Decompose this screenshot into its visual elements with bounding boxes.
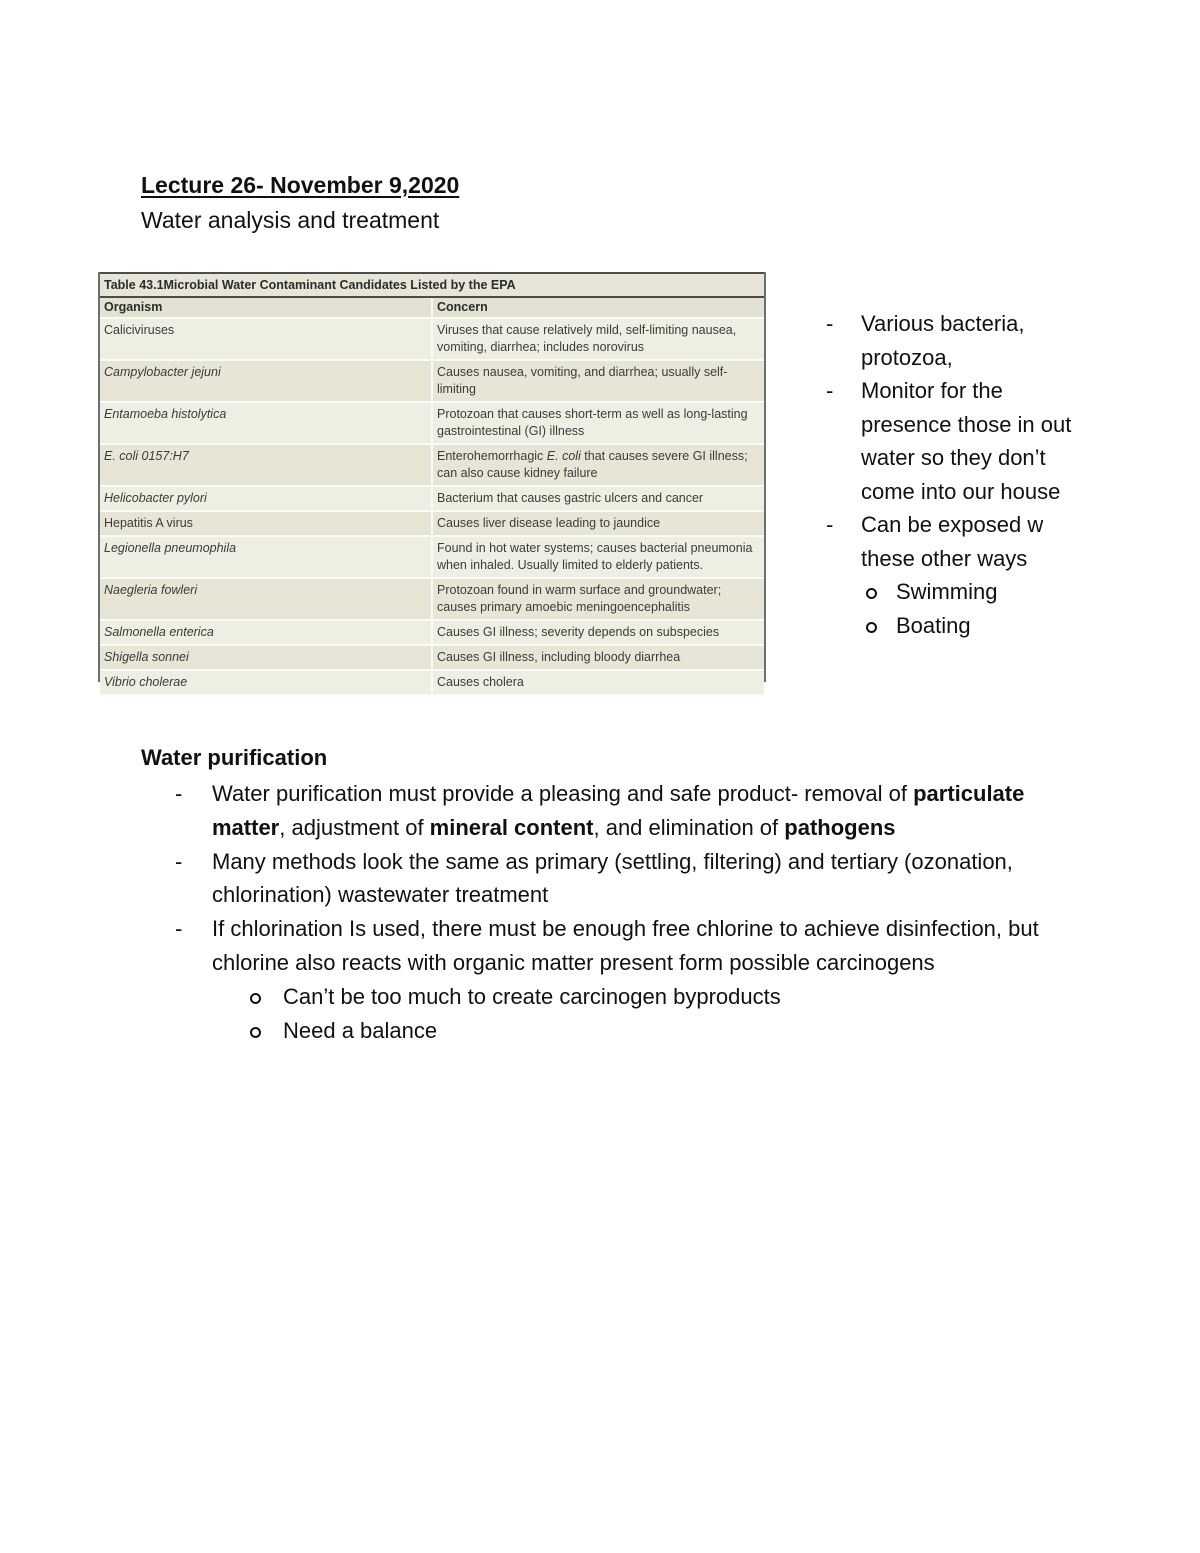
- column-header-concern: Concern: [432, 298, 764, 318]
- concern-cell: Causes GI illness; severity depends on subspecies: [432, 620, 764, 645]
- table-row: [100, 511, 764, 536]
- circle-bullet-icon: [250, 993, 261, 1004]
- table-row: [100, 620, 764, 645]
- concern-cell: Protozoan found in warm surface and groundwater; causes primary amoebic meningoencephalitis: [432, 578, 764, 620]
- sub-list-item: Need a balance: [175, 1014, 1055, 1048]
- dash-marker: -: [826, 311, 834, 336]
- circle-bullet-icon: [866, 622, 877, 633]
- concern-cell: Causes liver disease leading to jaundice: [432, 511, 764, 536]
- organism-cell: Entamoeba histolytica: [100, 402, 432, 444]
- list-item: - Many methods look the same as primary (settling, filtering) and tertiary (ozonation, chlorination) wastewater treatment: [175, 845, 1055, 913]
- contaminant-table: [100, 298, 764, 696]
- purification-list: [175, 777, 1055, 1047]
- concern-cell: Viruses that cause relatively mild, self-limiting nausea, vomiting, diarrhea; includes norovirus: [432, 318, 764, 360]
- concern-cell: Found in hot water systems; causes bacterial pneumonia when inhaled. Usually limited to elderly patients.: [432, 536, 764, 578]
- table-row: [100, 670, 764, 695]
- list-item: - If chlorination Is used, there must be enough free chlorine to achieve disinfection, but chlorine also reacts with organic matter present form possible carcinogens Can’t be too much to create carcinogen byproducts Need a balance: [175, 912, 1055, 1047]
- table-row: [100, 402, 764, 444]
- dash-marker: -: [175, 916, 183, 942]
- table-row: [100, 536, 764, 578]
- list-item: - Can be exposed w these other ways Swimming Boating: [826, 508, 1086, 642]
- list-item: - Water purification must provide a pleasing and safe product- removal of particulate matter, adjustment of mineral content, and elimination of pathogens: [175, 777, 1055, 845]
- dash-marker: -: [175, 848, 183, 874]
- concern-cell: Protozoan that causes short-term as well as long-lasting gastrointestinal (GI) illness: [432, 402, 764, 444]
- concern-cell: Causes cholera: [432, 670, 764, 695]
- table-row: [100, 486, 764, 511]
- circle-bullet-icon: [866, 588, 877, 599]
- organism-cell: Caliciviruses: [100, 318, 432, 360]
- table-row: [100, 645, 764, 670]
- sub-list-item: Can’t be too much to create carcinogen byproducts: [175, 980, 1055, 1014]
- page-title: Lecture 26- November 9,2020: [141, 172, 460, 198]
- organism-cell: Naegleria fowleri: [100, 578, 432, 620]
- contaminant-table-figure: [98, 272, 766, 689]
- concern-cell: Causes nausea, vomiting, and diarrhea; usually self-limiting: [432, 360, 764, 402]
- table-header-row: [100, 298, 764, 318]
- purification-notes: [175, 777, 1055, 1047]
- organism-cell: Hepatitis A virus: [100, 511, 432, 536]
- organism-cell: Legionella pneumophila: [100, 536, 432, 578]
- sub-list: [826, 575, 1086, 642]
- sub-list-item: Boating: [826, 609, 1086, 643]
- table-row: [100, 360, 764, 402]
- organism-cell: Helicobacter pylori: [100, 486, 432, 511]
- concern-cell: Causes GI illness, including bloody diarrhea: [432, 645, 764, 670]
- table-caption: Table 43.1Microbial Water Contaminant Candidates Listed by the EPA: [100, 272, 764, 298]
- side-notes-list: [826, 307, 1086, 642]
- organism-cell: Campylobacter jejuni: [100, 360, 432, 402]
- list-item: - Monitor for the presence those in out water so they don’t come into our house: [826, 374, 1086, 508]
- page-subtitle: Water analysis and treatment: [141, 207, 440, 233]
- dash-marker: -: [826, 378, 834, 403]
- list-item: - Various bacteria, protozoa,: [826, 307, 1086, 374]
- concern-cell: Enterohemorrhagic E. coli that causes severe GI illness; can also cause kidney failure: [432, 444, 764, 486]
- dash-marker: -: [826, 512, 834, 537]
- table-row: [100, 444, 764, 486]
- table-row: [100, 578, 764, 620]
- organism-cell: E. coli 0157:H7: [100, 444, 432, 486]
- organism-cell: Salmonella enterica: [100, 620, 432, 645]
- sub-list: [212, 980, 1055, 1048]
- circle-bullet-icon: [250, 1027, 261, 1038]
- table-row: [100, 318, 764, 360]
- sub-list-item: Swimming: [826, 575, 1086, 609]
- organism-cell: Shigella sonnei: [100, 645, 432, 670]
- organism-cell: Vibrio cholerae: [100, 670, 432, 695]
- section-heading: Water purification: [141, 745, 328, 770]
- dash-marker: -: [175, 781, 183, 806]
- side-notes: [826, 307, 1086, 642]
- column-header-organism: Organism: [100, 298, 432, 318]
- concern-cell: Bacterium that causes gastric ulcers and cancer: [432, 486, 764, 511]
